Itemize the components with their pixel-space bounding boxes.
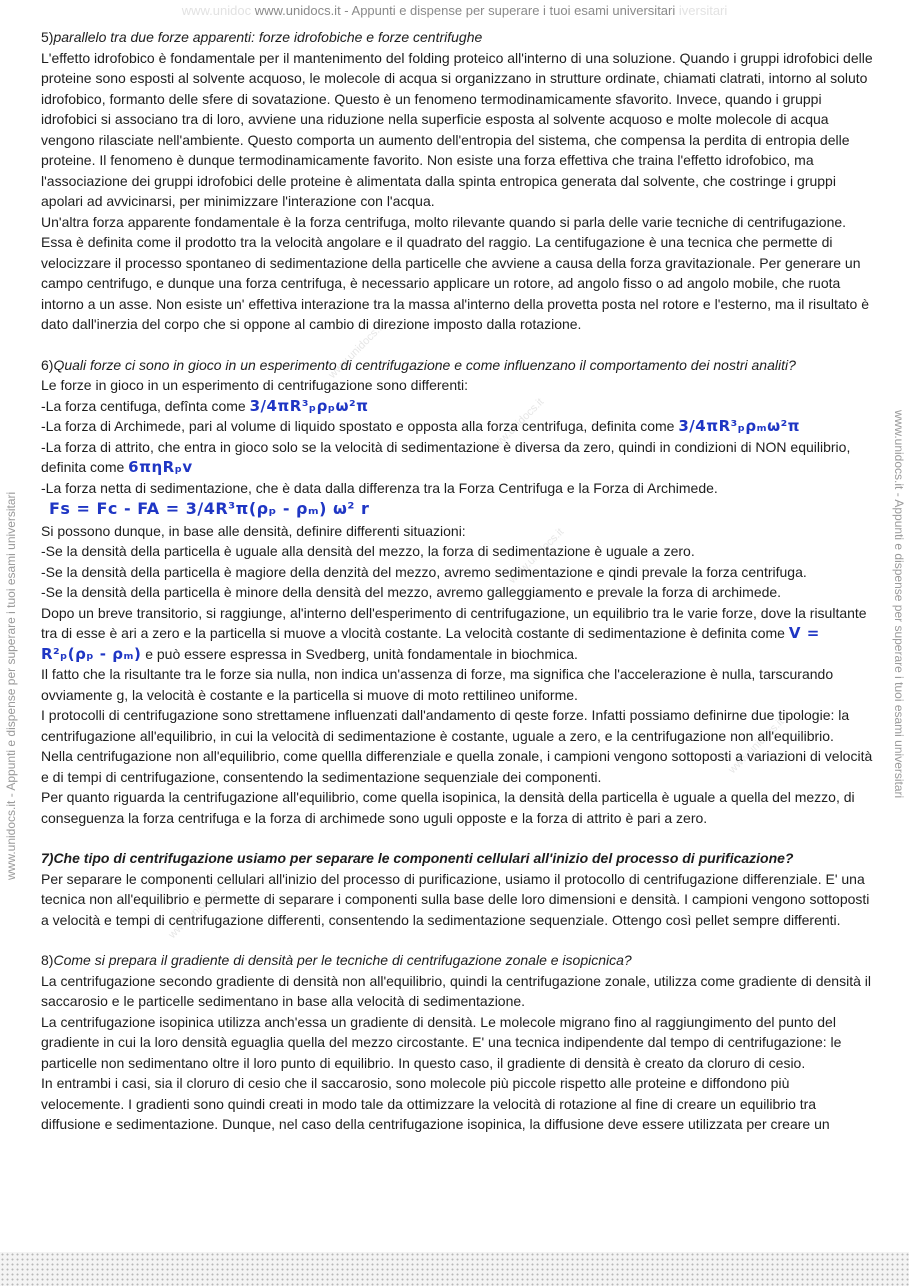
force-archimedes-text: -La forza di Archimede, pari al volume di liquido spostato e opposta alla forza centrifuga, definita come [41,418,675,434]
force-friction [41,437,876,478]
section-5-heading [41,27,876,48]
page-header [0,3,909,18]
section-6-title: Quali forze ci sono in gioco in un esperimento di centrifugazione e come influenzano il comportamento dei nostri analiti? [53,356,796,373]
transient-paragraph [41,603,876,665]
diagonal-watermark: www.unidocs.it [486,396,547,456]
section-5-paragraph-1: L'effetto idrofobico è fondamentale per il mantenimento del folding proteico all'interno di una soluzione. Quando i gruppi idrofobici delle proteine sono esposti al solvente acquoso, le molecole di acqua si organizzano in strutture ordinate, chiamati clatrati, intorno al soluto idrofobico, formanto delle sfere di sovatazione. Questo è un fenomeno termodinamicamente sfavorito. Invece, quando i gruppi idrofobici si associano tra di loro, avviene una riduzione nella superficie esposta al solvente acquoso e molte molecole di acqua vengono rilasciate nell'ambiente. Questo comporta un aumento dell'entropia del sistema, che compensa la perdita di entropia delle proteine. Il fenomeno è dunque termodinamicamente favorito. Non esiste una forza effettiva che traina l'effetto idrofobico, ma l'associazione dei gruppi idrofobici delle proteine è alimentata dalla spinta entropica generata dal solvente, che costringe i gruppi apolari ad avvicinarsi, per minimizzare l'interazione con l'acqua. [41,49,873,209]
situations-intro: Si possono dunque, in base alle densità, definire differenti situazioni: [41,522,466,539]
force-centrifugal [41,396,876,417]
transient-text: Dopo un breve transitorio, si raggiunge, al'interno dell'esperimento di centrifugazione, un equilibrio tra le varie forze, dove la risultante tra di esse è ari a zero e la particella si muove a vlocità costante. La velocità costante di sedimentazione è definita come [41,604,867,641]
formula-friction: 6πηRₚv [128,458,193,476]
situation-lesser: -Se la densità della particella è minore della densità del mezzo, avremo galleggiamento e prevale la forza di archimede. [41,584,782,600]
side-watermark-right: www.unidocs.it - Appunti e dispense per superare i tuoi esami universitari [892,410,906,799]
section-8-paragraph-1: La centrifugazione secondo gradiente di densità non all'equilibrio, quindi la centrifugazione zonale, utilizza come gradiente di densità il saccarosio e le particelle sedimentano in base alla velocità di sedimentazione. [41,972,871,1009]
diagonal-watermark: www.unidocs.it [326,321,387,381]
diagonal-watermark: www.unidocs.it [166,881,227,941]
null-resultant-paragraph: Il fatto che la risultante tra le forze sia nulla, non indica un'assenza di forze, ma significa che l'accelerazione è nulla, tarscurando ovviamente g, la velocità è costante e la particella si muove di moto rettilineo uniforme. [41,666,834,703]
section-8-heading [41,950,876,971]
formula-velocity: V = R²ₚ(ρₚ - ρₘ) [41,624,820,663]
side-watermark-left: www.unidocs.it - Appunti e dispense per superare i tuoi esami universitari [4,491,18,880]
non-equilibrium-paragraph: Nella centrifugazione non all'equilibrio, come quellla differenziale e quella zonale, i campioni vengono sottoposti a variazioni di velocità e di tempi di centrifugazione, consentendo la sedimentazione sequenziale dei componenti. [41,748,873,785]
header-text: www.unidocs.it - Appunti e dispense per superare i tuoi esami universitari [254,3,676,18]
section-6-intro: Le forze in gioco in un esperimento di centrifugazione sono differenti: [41,377,469,393]
document-body [41,27,876,1135]
section-8-paragraph-2: La centrifugazione isopinica utilizza anch'essa un gradiente di densità. Le molecole migrano fino al raggiungimento del punto del gradiente in cui la loro densità eguaglia quella del mezzo circostante. E' una tecnica indipendente dal tempo di centrifugazione: le particelle non sedimentano oltre il loro punto di equilibrio. In questo caso, il gradiente di densità è creato da cloruro di cesio. [41,1013,842,1071]
force-archimedes [41,416,876,437]
section-8-paragraph-3: In entrambi i casi, sia il cloruro di cesio che il saccarosio, sono molecole più piccole rispetto alle proteine e diffondono più velocemente. I gradienti sono quindi creati in modo tale da ottimizzare la velocità di rotazione al fine di creare un equilibrio tra diffusione e sedimentazione. Dunque, nel caso della centrifugazione isopinica, la diffusione deve essere utilizzata per creare un [41,1075,830,1132]
section-6 [41,355,876,829]
bottom-dotted-band [0,1252,909,1286]
section-7-title: 7)Che tipo di centrifugazione usiamo per separare le componenti cellulari all'inizio del processo di purificazione? [41,850,794,866]
section-6-number: 6) [41,356,54,373]
section-6-heading [41,355,876,376]
formula-archimedes: 3/4πR³ₚρₘω²π [678,417,801,435]
diagonal-watermark: www.unidocs.it [726,716,787,776]
header-ghost-left: www.unidoc [181,3,252,18]
force-friction-text: -La forza di attrito, che entra in gioco solo se la velocità di sedimentazione è diversa da zero, quindi in condizioni di NON equilibrio, definita come [41,438,851,475]
situation-equal: -Se la densità della particella è uguale alla densità del mezzo, la forza di sedimentazione è uguale a zero. [41,543,695,559]
section-8-title: Come si prepara il gradiente di densità per le tecniche di centrifugazione zonale e isopicnica? [53,952,632,968]
formula-net-sedimentation: Fs = Fc - FA = 3/4R³π(ρₚ - ρₘ) ω² r [49,499,370,518]
force-centrifugal-text: -La forza centifuga, defînta come [41,397,246,414]
header-ghost-right: iversitari [678,3,728,18]
section-7 [41,848,876,930]
diagonal-watermark: www.unidocs.it [506,526,567,586]
section-5-title: parallelo tra due forze apparenti: forze idrofobiche e forze centrifughe [53,29,483,45]
section-7-paragraph: Per separare le componenti cellulari all'inizio del processo di purificazione, usiamo il protocollo di centrifugazione differenziale. E' una tecnica non all'equilibrio e permette di separare i componenti sulla base delle loro dimensioni e densità. I campioni vengono sottoposti a velocità e tempi di centrifugazione differenti, consentendo la sedimentazione sequenziale. Ottengo così pellet sempre differenti. [41,870,870,928]
protocols-paragraph: I protocolli di centrifugazione sono strettamene influenzati dall'andamento di qeste forze. Infatti possiamo definirne due tipologie: la centrifugazione all'equilibrio, in cui la velocità di sedimentazione è costante, uguale a zero, e la centrifugazione non all'equilibrio. [41,707,850,744]
section-5-paragraph-2: Un'altra forza apparente fondamentale è la forza centrifuga, molto rilevante quando si parla delle varie tecniche di centrifugazione. Essa è definita come il prodotto tra la velocità angolare e il quadrato del raggio. La centifugazione è una tecnica che permette di velocizzare il processo spontaneo di sedimentazione della particelle che avviene a causa della forza gravitazionale. Per generare un campo centrifugo, e dunque una forza centrifuga, è necessario applicare un rotore, ad angolo fisso o ad angolo mobile, che ruota intorno a un asse. Non esiste un' effettiva interazione tra la massa al'interno della provetta posta nel rotore e l'esterno, ma il risultato è dato dall'inerzia del corpo che si oppone al cambio di direzione imposto dalla rotazione. [41,213,869,332]
transient-text-end: e può essere espressa in Svedberg, unità fondamentale in biochmica. [145,645,578,662]
section-8-number: 8) [41,952,54,968]
formula-centrifugal: 3/4πR³ₚρₚω²π [249,396,369,415]
section-5-number: 5) [41,29,54,45]
situation-greater: -Se la densità della particella è magiore della denzità del mezzo, avremo sedimentazione e qindi prevale la forza centrifuga. [41,563,807,580]
force-net: -La forza netta di sedimentazione, che è data dalla differenza tra la Forza Centrifuga e la Forza di Archimede. [41,479,718,496]
section-5 [41,27,876,335]
equilibrium-paragraph: Per quanto riguarda la centrifugazione all'equilibrio, come quella isopinica, la densità della particella è uguale a quella del mezzo, di conseguenza la forza centrifuga e la forza di archimede sono uguli opposte e la forza di attrito è pari a zero. [41,789,855,826]
section-8 [41,950,876,1135]
